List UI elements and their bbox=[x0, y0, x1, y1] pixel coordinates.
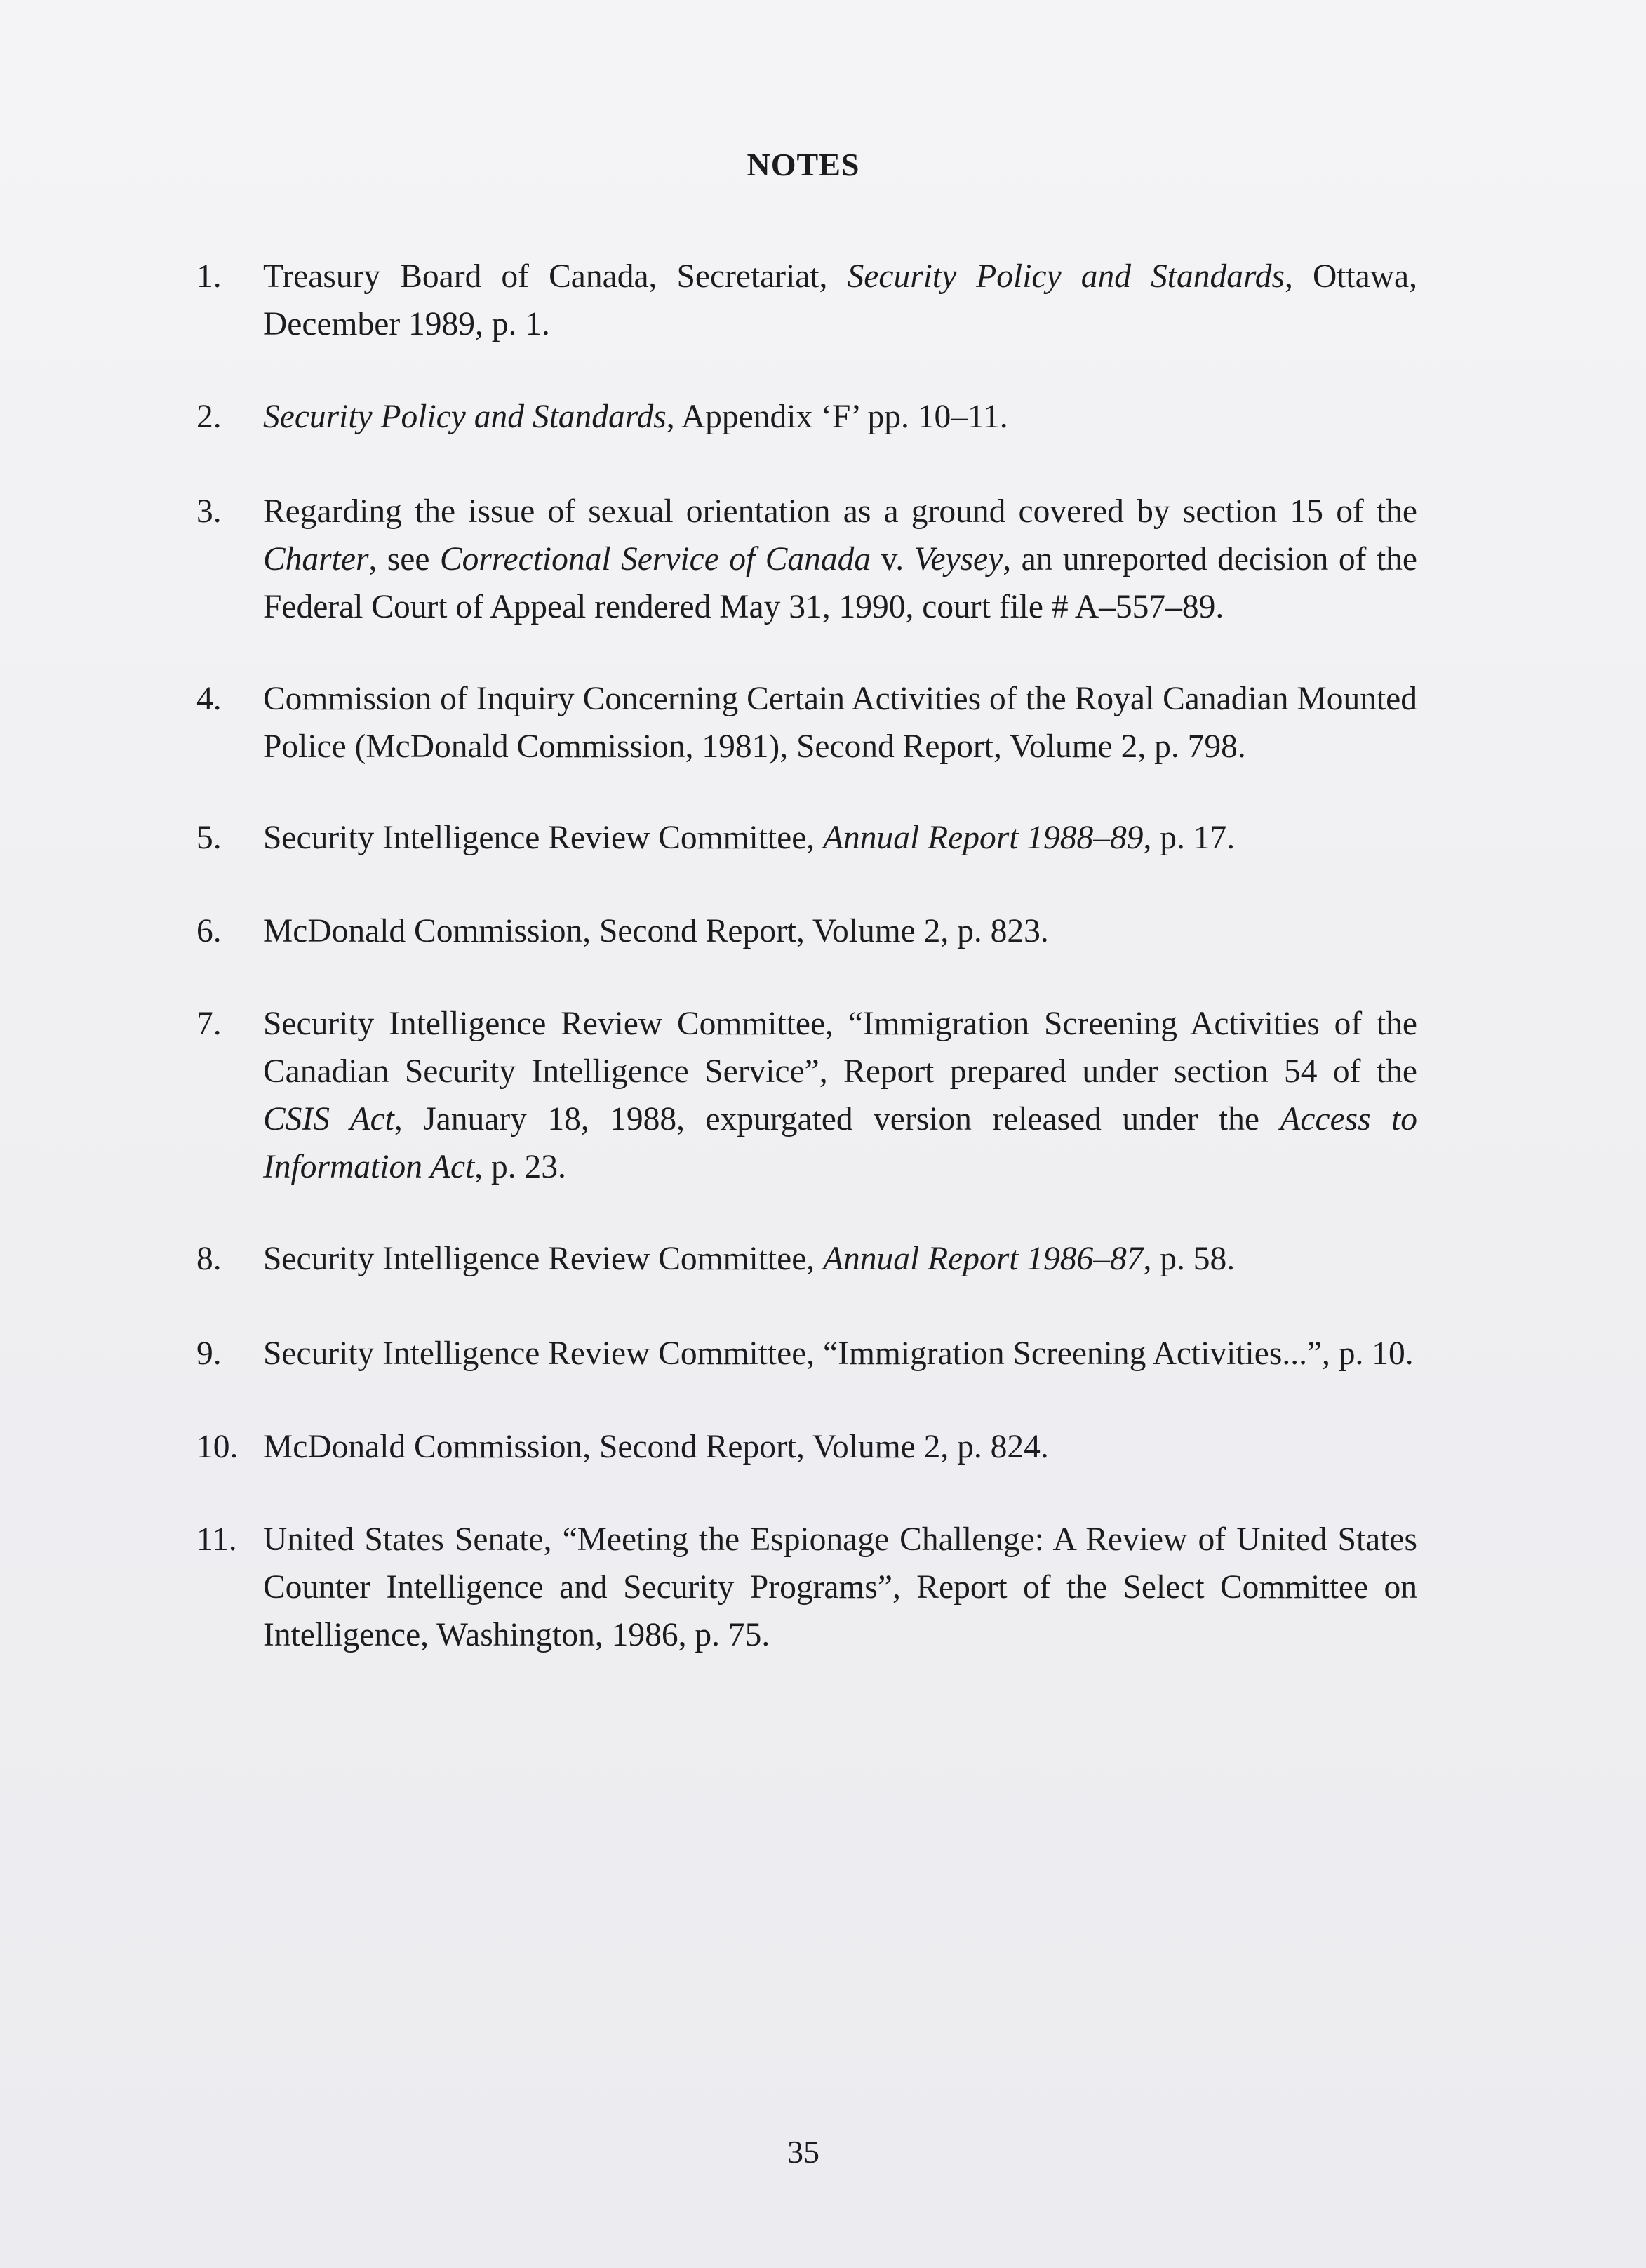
note-number: 9. bbox=[196, 1335, 222, 1372]
note-text: McDonald Commission, Second Report, Volume 2, p. 824. bbox=[263, 1429, 1049, 1465]
note-number: 6. bbox=[196, 913, 222, 949]
note-number: 8. bbox=[196, 1241, 222, 1277]
note-number: 2. bbox=[196, 399, 222, 435]
note-text: Commission of Inquiry Concerning Certain Activities of the Royal Canadian Mounted Police (McDonald Commission, 1981), Second Report, Volume 2, p. 798. bbox=[263, 681, 1417, 765]
note-text: Security Intelligence Review Committee, “Immigration Screening Activities of the Canadian Security Intelligence Service”, Report prepared under section 54 of the CSIS Act, January 18, 1988, expurgated version released under the Access to Information Act, p. 23. bbox=[263, 1006, 1418, 1185]
note-item bbox=[196, 907, 1417, 955]
note-text: United States Senate, “Meeting the Espionage Challenge: A Review of United States Counter Intelligence and Security Programs”, Report of the Select Committee on Intelligence, Washington, 1986, p. 75. bbox=[263, 1521, 1417, 1653]
note-item bbox=[196, 1423, 1417, 1471]
note-number: 1. bbox=[196, 258, 222, 295]
note-text: Treasury Board of Canada, Secretariat, Security Policy and Standards, Ottawa, December 1989, p. 1. bbox=[263, 258, 1417, 342]
note-item bbox=[196, 1330, 1417, 1378]
note-number: 3. bbox=[196, 493, 222, 530]
note-item bbox=[196, 488, 1417, 631]
note-item bbox=[196, 814, 1417, 862]
note-item bbox=[196, 1000, 1417, 1191]
note-number: 7. bbox=[196, 1006, 222, 1042]
page-number: 35 bbox=[787, 2134, 819, 2170]
note-number: 4. bbox=[196, 681, 222, 717]
note-item bbox=[196, 1516, 1417, 1659]
note-text: Regarding the issue of sexual orientation as a ground covered by section 15 of the Charter, see Correctional Service of Canada v. Veysey, an unreported decision of the Federal Court of Appeal rendered May 31, 1990, court file # A–557–89. bbox=[263, 493, 1417, 625]
note-text: Security Intelligence Review Committee, Annual Report 1986–87, p. 58. bbox=[263, 1241, 1236, 1277]
note-text: Security Intelligence Review Committee, Annual Report 1988–89, p. 17. bbox=[263, 820, 1236, 856]
note-item bbox=[196, 1235, 1417, 1283]
note-text: Security Intelligence Review Committee, “Immigration Screening Activities...”, p. 10. bbox=[263, 1335, 1414, 1372]
note-item bbox=[196, 253, 1417, 348]
page-title: NOTES bbox=[747, 147, 860, 182]
note-number: 11. bbox=[196, 1521, 237, 1558]
note-item bbox=[196, 675, 1417, 771]
note-number: 10. bbox=[196, 1429, 239, 1465]
note-text: Security Policy and Standards, Appendix ‘F’ pp. 10–11. bbox=[263, 399, 1008, 435]
note-number: 5. bbox=[196, 820, 222, 856]
note-item bbox=[196, 393, 1417, 441]
note-text: McDonald Commission, Second Report, Volume 2, p. 823. bbox=[263, 913, 1049, 949]
